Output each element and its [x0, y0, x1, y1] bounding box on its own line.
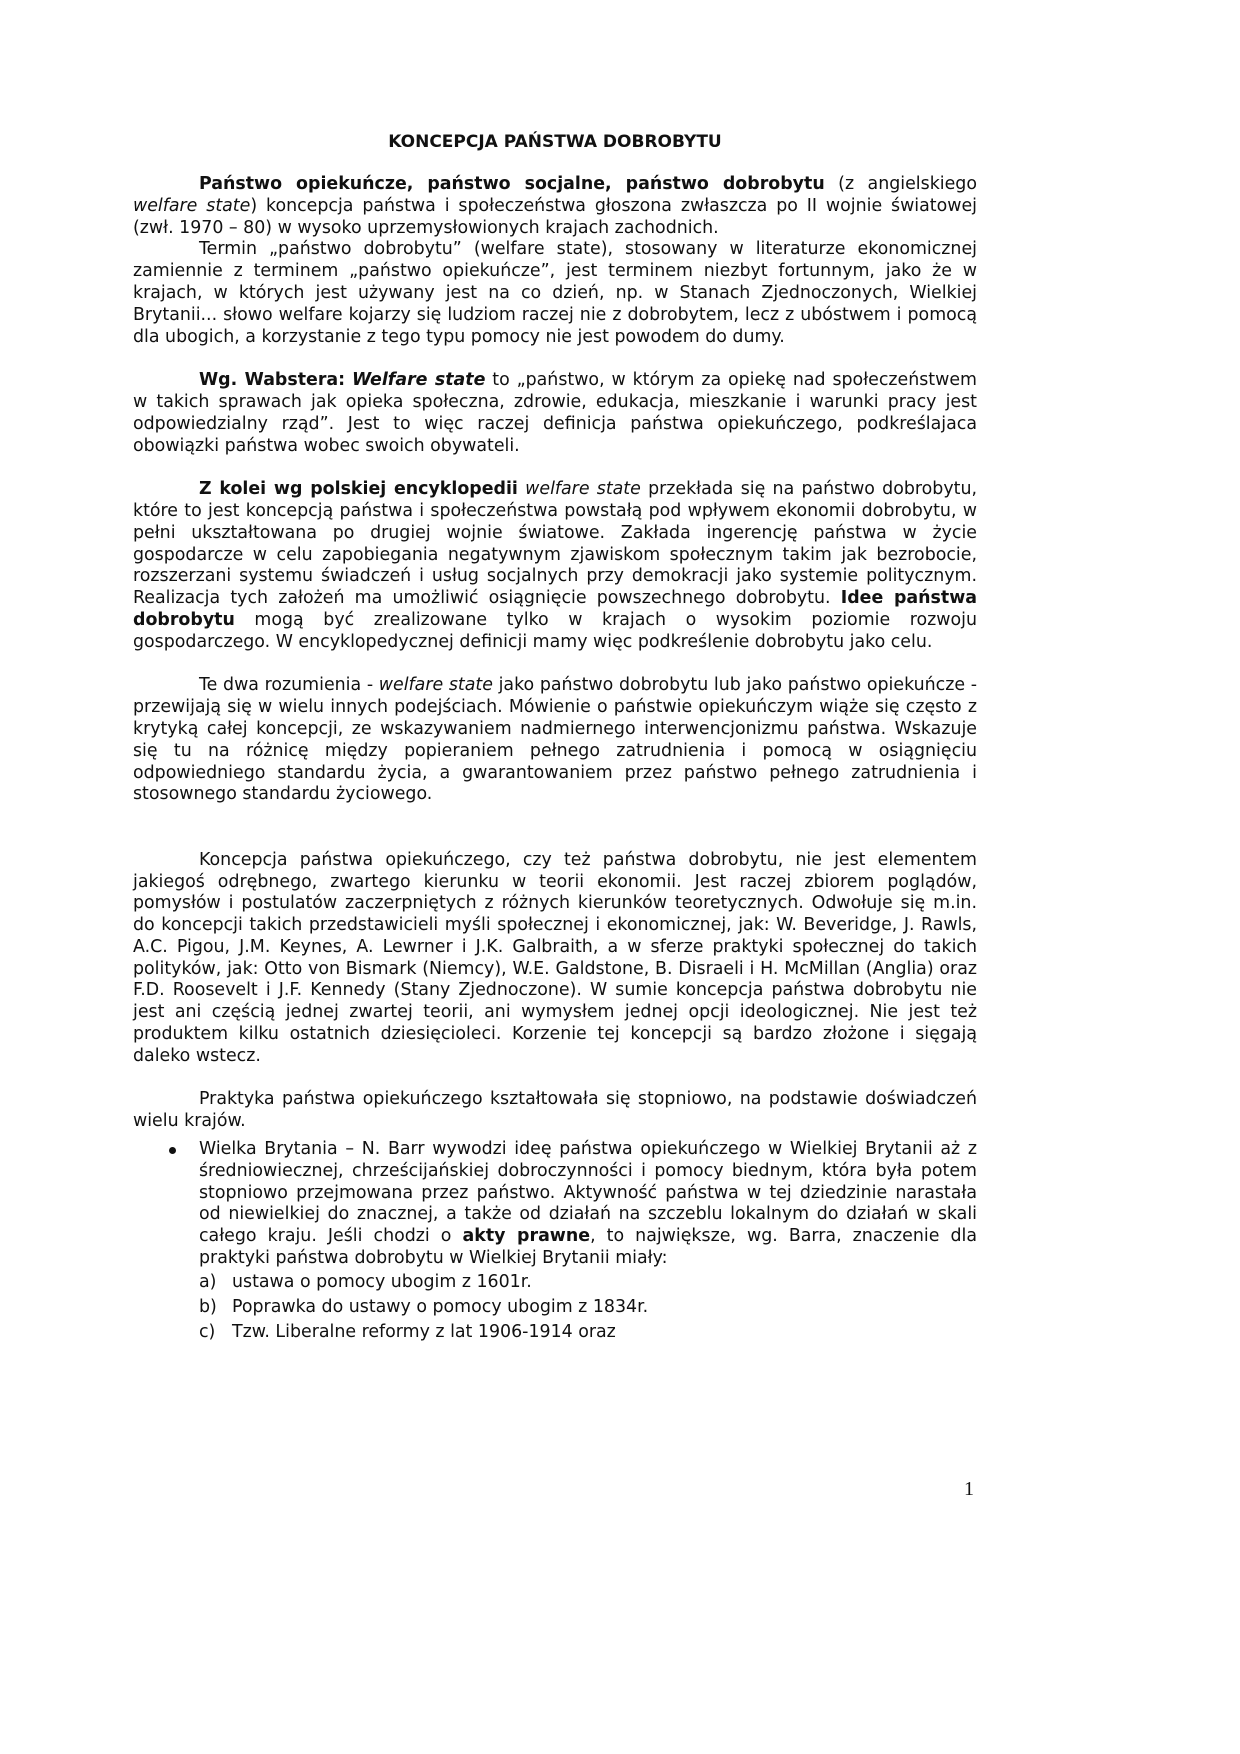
text: Wielka Brytania – N. Barr wywodzi ideę państwa opiekuńczego w Wielkiej Brytanii aż z średniowiecznej, chrześcijańskiej dobroczynności i pomocy biednym, która była potem stopniowo przejmowana przez państwo. Aktywność państwa w tej dziedzinie narastała od niewielkiej do znacznej, a także od działań na szczeblu lokalnym do działań w skali całego kraju. Jeśli chodzi o — [199, 1139, 977, 1247]
page-content — [133, 131, 977, 1348]
spacer — [133, 654, 977, 676]
sublist — [199, 1272, 977, 1344]
page-number: 1 — [964, 1478, 974, 1500]
paragraph-encyclopedia — [133, 479, 977, 653]
text: (z angielskiego — [824, 174, 977, 194]
text: ) koncepcja państwa i społeczeństwa głoszona zwłaszcza po II wojnie światowej (zwł. 1970 – 80) w wysoko uprzemysłowionych krajach zachodnich. — [133, 195, 978, 238]
document-title: KONCEPCJA PAŃSTWA DOBROBYTU — [388, 132, 722, 152]
sublist-item — [199, 1272, 977, 1294]
bold-lead: Z kolei wg polskiej encyklopedii — [199, 479, 518, 500]
bold-phrase: Idee państwa dobrobytu — [133, 588, 977, 630]
text: przekłada się na państwo dobrobytu, które to jest koncepcją państwa i społeczeństwa powstałą pod wpływem ekonomii dobrobytu, w pełni ukształtowana po drugiej wojnie światowe. Zakłada ingerencję państwa w życie gospodarcze w celu zapobiegania negatywnym zjawiskom społecznym takim jak bezrobocie, rozszerzani systemu świadczeń i usług socjalnych przy demokracji jako systemie politycznym. Realizacja tych założeń ma umożliwić osiągnięcie powszechnego dobrobytu. — [133, 479, 977, 609]
spacer — [133, 348, 977, 370]
paragraph-definition — [133, 174, 977, 239]
text: Te dwa rozumienia - — [199, 675, 379, 696]
text: jako państwo dobrobytu lub jako państwo opiekuńcze - przewijają się w wielu innych podejściach. Mówienie o państwie opiekuńczym wiąże się często z krytyką całej koncepcji, ze wskazywaniem nadmiernego interwencjonizmu państwa. Wskazuje się tu na różnicę między popieraniem pełnego zatrudnienia i pomocą w osiągnięciu odpowiedniego standardu życia, a gwarantowaniem przez państwo pełnego zatrudnienia i stosownego standardu życiowego. — [133, 675, 977, 805]
sublist-item — [199, 1322, 977, 1344]
bold-italic-term: Welfare state — [351, 370, 486, 391]
sublist-item — [199, 1297, 977, 1319]
spacer — [133, 457, 977, 479]
bold-terms: Państwo opiekuńcze, państwo socjalne, państwo dobrobytu — [199, 174, 825, 194]
italic-term: welfare state — [133, 195, 251, 216]
italic-term: welfare state — [378, 675, 493, 696]
list-marker: b) — [199, 1297, 217, 1318]
bold-phrase: akty prawne — [462, 1226, 591, 1247]
bold-lead: Wg. Wabstera: — [199, 370, 346, 391]
bullet-list — [133, 1139, 977, 1344]
bullet-icon — [169, 1147, 176, 1154]
italic-term: welfare state — [525, 479, 641, 500]
paragraph-term: Termin „państwo dobrobytu” (welfare state), stosowany w literaturze ekonomicznej zamiennie z terminem „państwo opiekuńcze”, jest terminem niezbyt fortunnym, jako że w krajach, w których jest używany jest na co dzień, np. w Stanach Zjednoczonych, Wielkiej Brytanii... słowo welfare kojarzy się ludziom raczej nie z dobrobytem, lecz z ubóstwem i pomocą dla ubogich, a korzystanie z tego typu pomocy nie jest powodem do dumy. — [133, 239, 977, 347]
paragraph-concept-origins: Koncepcja państwa opiekuńczego, czy też państwa dobrobytu, nie jest elementem jakiegoś odrębnego, zwartego kierunku w teorii ekonomii. Jest raczej zbiorem poglądów, pomysłów i postulatów zaczerpniętych z różnych kierunków teoretycznych. Odwołuje się m.in. do koncepcji takich przedstawicieli myśli społecznej i ekonomicznej, jak: W. Beveridge, J. Rawls, A.C. Pigou, J.M. Keynes, A. Lewrner i J.K. Galbraith, a w sferze praktyki społecznej do takich polityków, jak: Otto von Bismark (Niemcy), W.E. Galdstone, B. Disraeli i H. McMillan (Anglia) oraz F.D. Roosevelt i J.F. Kennedy (Stany Zjednoczone). W sumie koncepcja państwa dobrobytu nie jest ani częścią jednej zwartej teorii, ani wymysłem jednej opcji ideologicznej. Nie jest też produktem kilku ostatnich dziesięcioleci. Korzenie tej koncepcji są bardzo złożone i sięgają daleko wstecz. — [133, 849, 977, 1066]
spacer — [133, 806, 977, 850]
list-marker: a) — [199, 1271, 217, 1292]
text: mogą być zrealizowane tylko w krajach o wysokim poziomie rozwoju gospodarczego. W encyklopedycznej definicji mamy więc podkreślenie dobrobytu jako celu. — [133, 609, 977, 652]
text: , to największe, wg. Barra, znaczenie dla praktyki państwa dobrobytu w Wielkiej Brytanii miały: — [199, 1226, 977, 1269]
spacer — [133, 1068, 977, 1090]
text: to „państwo, w którym za opiekę nad społeczeństwem w takich sprawach jak opieka społeczna, zdrowie, edukacja, mieszkanie i warunki pracy jest odpowiedzialny rząd”. Jest to więc raczej definicja państwa opiekuńczego, podkreślajaca obowiązki państwa wobec swoich obywateli. — [133, 370, 977, 456]
paragraph-practice: Praktyka państwa opiekuńczego kształtowała się stopniowo, na podstawie doświadczeń wielu krajów. — [133, 1089, 977, 1132]
list-item-text: Tzw. Liberalne reformy z lat 1906-1914 oraz — [232, 1322, 616, 1343]
paragraph-two-meanings — [133, 675, 977, 806]
list-item-text: ustawa o pomocy ubogim z 1601r. — [232, 1271, 532, 1292]
list-marker: c) — [199, 1322, 216, 1343]
list-item-great-britain — [133, 1139, 977, 1344]
list-item-text: Poprawka do ustawy o pomocy ubogim z 1834r. — [232, 1297, 649, 1318]
paragraph-webster — [133, 370, 977, 457]
